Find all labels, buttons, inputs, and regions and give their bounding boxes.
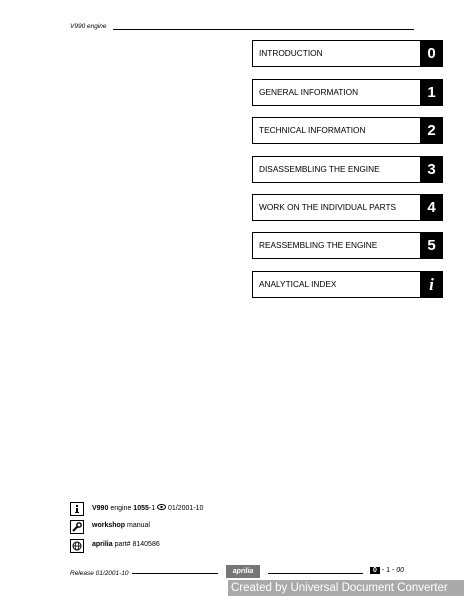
toc-number: 1	[420, 79, 443, 106]
toc-label: GENERAL INFORMATION	[259, 87, 359, 97]
footer-rule-left	[132, 573, 218, 574]
wrench-icon	[70, 520, 84, 534]
running-header-title: V990 engine	[70, 23, 107, 30]
globe-icon	[70, 539, 84, 553]
footer-rule-right	[268, 573, 363, 574]
engine-code-suffix: -1	[148, 505, 156, 512]
part-number: part# 8140586	[114, 541, 160, 548]
info-icon	[70, 502, 84, 516]
engine-info-text	[92, 504, 203, 512]
toc-item-analytical-index[interactable]	[252, 271, 443, 298]
eye-icon	[157, 505, 166, 512]
page-number	[370, 567, 404, 574]
release-label: Release 01/2001-10	[70, 570, 129, 577]
toc-item-introduction[interactable]	[252, 40, 443, 67]
engine-code: 1055	[133, 505, 149, 512]
header-rule	[113, 29, 414, 30]
manual-word: manual	[127, 522, 150, 529]
toc-item-general-information[interactable]	[252, 79, 443, 106]
part-info-text	[92, 541, 160, 548]
toc-number: 3	[420, 156, 443, 183]
toc-item-work-on-individual-parts[interactable]	[252, 194, 443, 221]
manual-info-text	[92, 522, 150, 529]
aprilia-logo: aprilia	[226, 565, 260, 578]
converter-watermark: Created by Universal Document Converter	[228, 580, 464, 596]
engine-word: engine	[110, 505, 132, 512]
manual-type: workshop	[92, 522, 126, 529]
toc-item-reassembling-the-engine[interactable]	[252, 232, 443, 259]
brand-name: aprilia	[92, 541, 113, 548]
toc-number: 2	[420, 117, 443, 144]
toc-label: WORK ON THE INDIVIDUAL PARTS	[259, 202, 397, 212]
toc-label: DISASSEMBLING THE ENGINE	[259, 164, 380, 174]
toc-number: i	[420, 271, 443, 298]
page-separator: - 1 -	[379, 567, 397, 574]
toc-number: 4	[420, 194, 443, 221]
toc-label: REASSEMBLING THE ENGINE	[259, 240, 378, 250]
toc-label: ANALYTICAL INDEX	[259, 279, 337, 289]
toc-number: 0	[420, 40, 443, 67]
toc-label: INTRODUCTION	[259, 48, 323, 58]
toc-label: TECHNICAL INFORMATION	[259, 125, 366, 135]
toc-number: 5	[420, 232, 443, 259]
toc-item-disassembling-the-engine[interactable]	[252, 156, 443, 183]
page-section: 0	[370, 567, 380, 574]
page-sub: 00	[396, 567, 405, 574]
model-name: V990	[92, 505, 109, 512]
release-date: 01/2001-10	[168, 505, 204, 512]
toc-item-technical-information[interactable]	[252, 117, 443, 144]
